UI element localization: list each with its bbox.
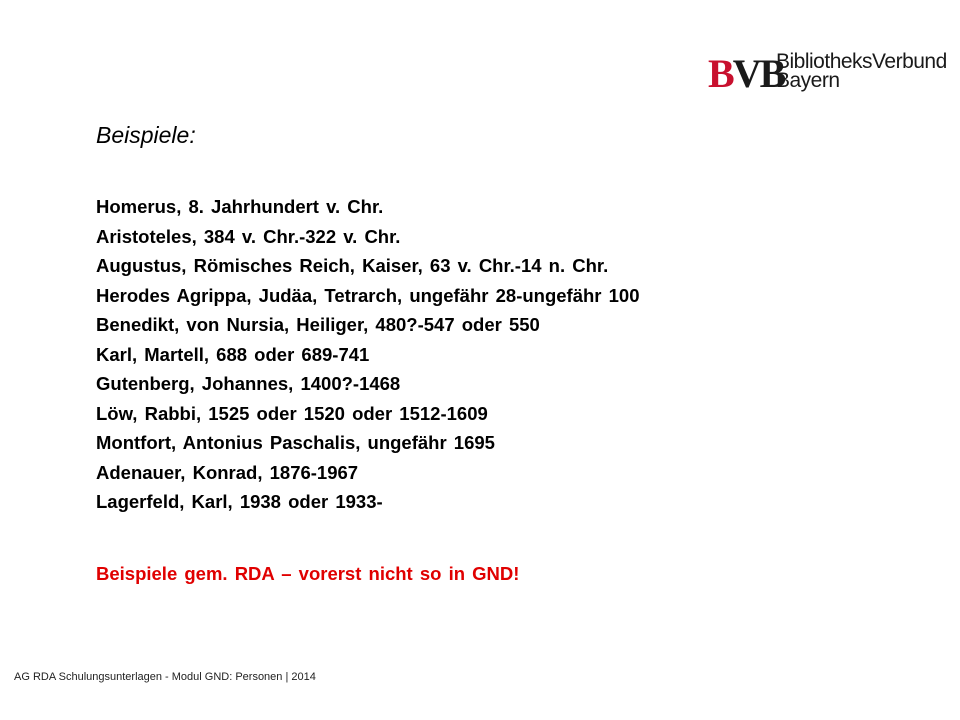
bvb-logo-mark: BVB [708,51,785,96]
example-item: Benedikt, von Nursia, Heiliger, 480?-547 oder 550 [96,314,540,335]
example-item: Löw, Rabbi, 1525 oder 1520 oder 1512-1609 [96,402,488,424]
page-heading: Beispiele: [96,122,196,148]
bvb-logo-line2: Bayern [776,69,840,92]
example-item: Montfort, Antonius Paschalis, ungefähr 1695 [96,432,495,453]
example-item: Homerus, 8. Jahrhundert v. Chr. [96,196,384,217]
example-item: Adenauer, Konrad, 1876-1967 [96,461,359,483]
example-item: Augustus, Römisches Reich, Kaiser, 63 v. Chr.-14 n. Chr. [96,255,609,276]
example-item: Lagerfeld, Karl, 1938 oder 1933- [96,491,383,512]
example-item: Herodes Agrippa, Judäa, Tetrarch, ungefähr 28-ungefähr 100 [96,284,640,306]
example-item: Gutenberg, Johannes, 1400?-1468 [96,373,401,394]
bvb-logo-line1: BibliotheksVerbund [776,50,947,73]
examples-list [96,192,640,517]
example-item: Aristoteles, 384 v. Chr.-322 v. Chr. [96,225,401,247]
rda-note: Beispiele gem. RDA – vorerst nicht so in GND! [96,563,520,584]
bvb-logo-mark-b: B [708,51,733,96]
example-item: Karl, Martell, 688 oder 689-741 [96,343,370,365]
bvb-logo-text [776,52,947,90]
bvb-logo [708,50,948,94]
footer-text: AG RDA Schulungsunterlagen - Modul GND: Personen | 2014 [14,671,316,683]
